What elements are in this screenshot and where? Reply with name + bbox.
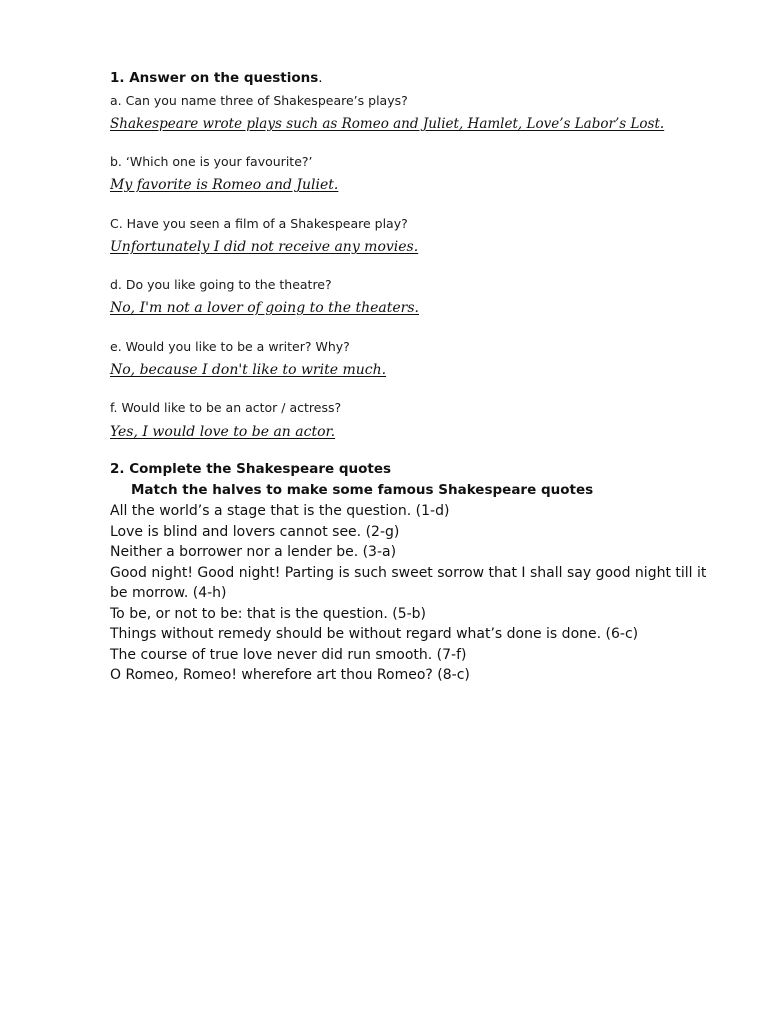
answer-c: Unfortunately I did not receive any movies.: [110, 239, 419, 255]
quote-line-6: Things without remedy should be without regard what’s done is done. (6-c): [110, 626, 639, 642]
answer-d: No, I'm not a lover of going to the theaters.: [110, 300, 419, 316]
answer-e: No, because I don't like to write much.: [110, 362, 387, 378]
quote-line-4: Good night! Good night! Parting is such sweet sorrow that I shall say good night till it be morrow. (4-h): [110, 564, 707, 601]
question-b: b. ‘Which one is your favourite?’: [110, 154, 313, 169]
section-2-heading: 2. Complete the Shakespeare quotes: [110, 461, 392, 477]
question-f: f. Would like to be an actor / actress?: [110, 400, 342, 415]
answer-b: My favorite is Romeo and Juliet.: [110, 177, 339, 193]
quote-line-1: All the world’s a stage that is the question. (1-d): [110, 503, 450, 519]
section-1-heading: [110, 70, 323, 86]
quote-line-2: Love is blind and lovers cannot see. (2-g): [110, 523, 400, 540]
section-1-title-punct: .: [318, 70, 323, 86]
quote-line-8: O Romeo, Romeo! wherefore art thou Romeo? (8-c): [110, 667, 470, 683]
quote-line-5: To be, or not to be: that is the question. (5-b): [110, 605, 427, 622]
section-1-title: Answer on the questions: [129, 70, 319, 86]
question-a: a. Can you name three of Shakespeare’s plays?: [110, 93, 408, 108]
question-e: e. Would you like to be a writer? Why?: [110, 339, 350, 354]
question-d: d. Do you like going to the theatre?: [110, 277, 332, 292]
quote-line-3: Neither a borrower nor a lender be. (3-a): [110, 544, 397, 560]
section-2-subheading: Match the halves to make some famous Shakespeare quotes: [131, 482, 594, 498]
section-1-number: 1.: [110, 70, 125, 86]
answer-f: Yes, I would love to be an actor.: [110, 424, 336, 440]
question-c: C. Have you seen a film of a Shakespeare play?: [110, 216, 408, 231]
answer-a: Shakespeare wrote plays such as Romeo and Juliet, Hamlet, Love’s Labor’s Lost.: [110, 116, 665, 132]
quote-line-7: The course of true love never did run smooth. (7-f): [110, 646, 467, 663]
quote-list: [110, 501, 720, 686]
